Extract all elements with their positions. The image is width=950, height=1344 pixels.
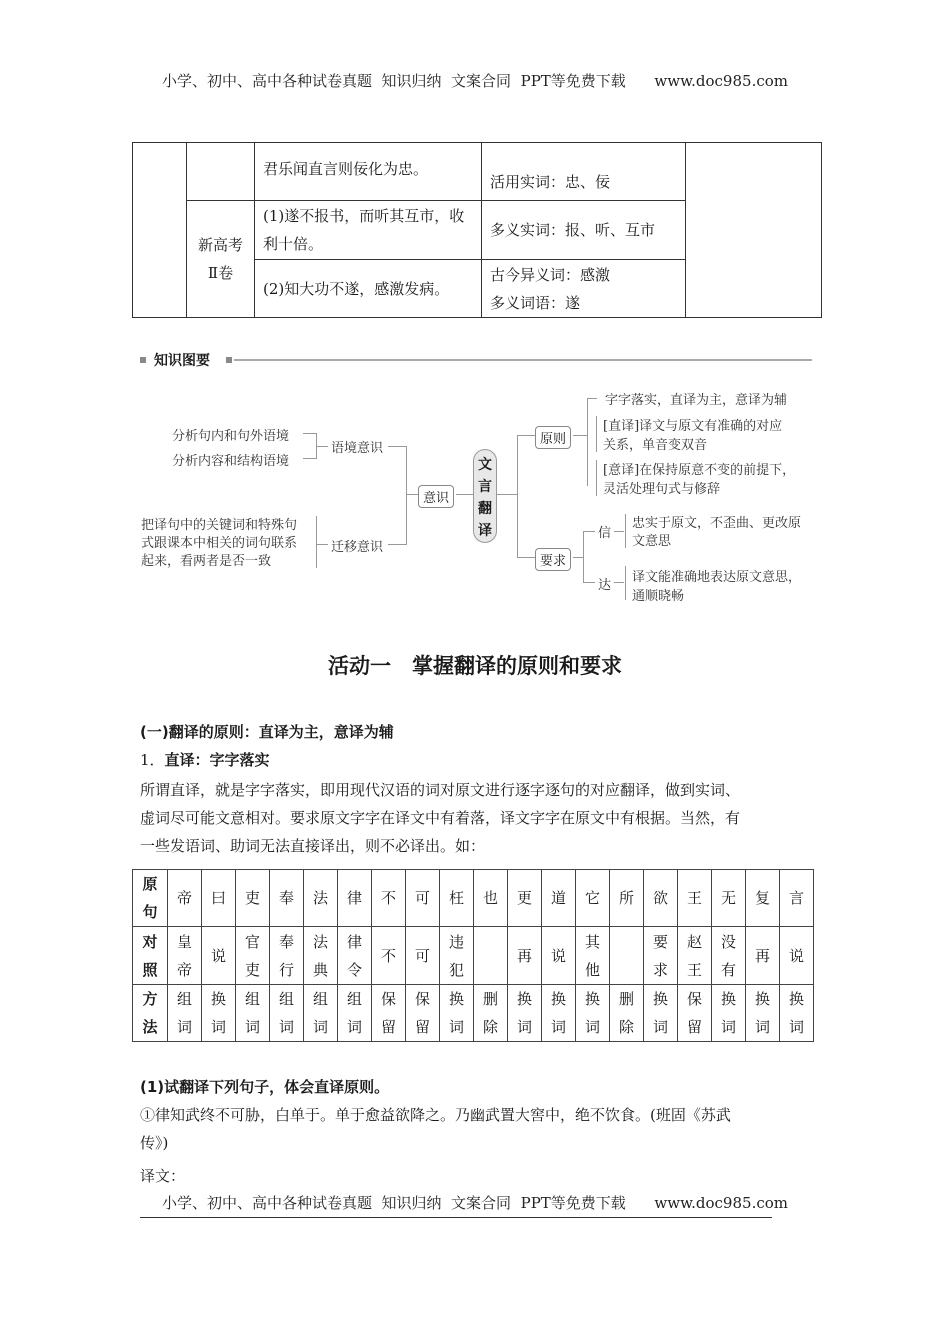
sentence-cell: (1)遂不报书，而听其互市，收利十倍。	[255, 201, 482, 260]
exam-table	[132, 142, 822, 318]
original-char: 道	[542, 870, 576, 927]
header-banner: 小学、初中、高中各种试卷真题 知识归纳 文案合同 PPT等免费下载 www.doc985.com	[161, 72, 788, 90]
mapped-word	[474, 927, 508, 985]
method-cell: 换 词	[542, 985, 576, 1042]
mapped-word	[610, 927, 644, 985]
table-cell-empty	[686, 143, 822, 318]
original-char: 它	[576, 870, 610, 927]
method-cell: 换 词	[780, 985, 814, 1042]
answer-line: 译文：	[140, 1162, 815, 1218]
mapped-word: 律 令	[338, 927, 372, 985]
exam-group-label	[187, 201, 255, 318]
original-char: 欲	[644, 870, 678, 927]
square-bullet-icon	[140, 357, 146, 363]
sentence-cell: 君乐闻直言则佞化为忠。	[255, 143, 482, 201]
method-cell: 换 词	[576, 985, 610, 1042]
sentence-cell: (2)知大功不遂，感激发病。	[255, 260, 482, 318]
mm-leaf: [直译]译文与原文有准确的对应	[603, 419, 783, 434]
method-cell: 换 词	[508, 985, 542, 1042]
knowledge-map-heading	[140, 350, 812, 370]
original-char: 不	[372, 870, 406, 927]
mm-node-principle: 原则	[535, 426, 571, 449]
original-char: 律	[338, 870, 372, 927]
original-char: 可	[406, 870, 440, 927]
original-char: 更	[508, 870, 542, 927]
original-char: 曰	[202, 870, 236, 927]
note-cell	[482, 260, 686, 318]
note-line: 多义词语：遂	[490, 293, 581, 312]
divider	[234, 359, 812, 361]
method-cell: 组 词	[270, 985, 304, 1042]
row-header: 对 照	[133, 927, 168, 985]
mm-leaf: 关系，单音变双音	[603, 438, 708, 453]
original-char: 法	[304, 870, 338, 927]
mapped-word: 没 有	[712, 927, 746, 985]
mm-leaf: 起来，看两者是否一致	[141, 554, 272, 569]
original-char: 也	[474, 870, 508, 927]
note-cell: 活用实词：忠、佞	[482, 143, 686, 201]
table-cell-empty	[133, 143, 187, 318]
method-cell: 换 词	[644, 985, 678, 1042]
table-row	[133, 870, 814, 927]
mm-sub-label: 信	[598, 526, 612, 541]
mapped-word: 说	[542, 927, 576, 985]
mm-leaf: 字字落实，直译为主，意译为辅	[605, 393, 788, 408]
mm-branch-label: 迁移意识	[331, 540, 384, 555]
original-char: 言	[780, 870, 814, 927]
mm-sub-label: 达	[598, 578, 612, 593]
table-row	[133, 927, 814, 985]
mapped-word: 说	[202, 927, 236, 985]
method-cell: 换 词	[202, 985, 236, 1042]
mm-leaf: 译文能准确地表达原文意思，	[632, 570, 802, 585]
group-label-line: 新高考	[197, 236, 243, 254]
method-cell: 换 词	[712, 985, 746, 1042]
mapped-word: 法 典	[304, 927, 338, 985]
mapped-word: 其 他	[576, 927, 610, 985]
mapped-word: 说	[780, 927, 814, 985]
mapped-word: 可	[406, 927, 440, 985]
mm-leaf: 忠实于原文，不歪曲、更改原	[632, 516, 802, 531]
table-cell-empty	[187, 143, 255, 201]
exercise-heading: (1)试翻译下列句子，体会直译原则。	[140, 1078, 390, 1096]
mapped-word: 皇 帝	[168, 927, 202, 985]
mapped-word: 再	[508, 927, 542, 985]
method-cell: 换 词	[746, 985, 780, 1042]
heading-text: 知识图要	[154, 353, 210, 369]
mm-node-requirement: 要求	[535, 548, 571, 571]
mm-leaf: 分析内容和结构语境	[172, 454, 290, 469]
mapped-word: 要 求	[644, 927, 678, 985]
original-char: 所	[610, 870, 644, 927]
mm-leaf: 式跟课本中相关的词句联系	[141, 536, 298, 551]
mapped-word: 不	[372, 927, 406, 985]
method-cell: 组 词	[304, 985, 338, 1042]
mm-leaf: 灵活处理句式与修辞	[603, 482, 721, 497]
mm-leaf: 把译句中的关键词和特殊句	[141, 518, 298, 533]
subsection-heading: 1．直译：字字落实	[140, 751, 270, 769]
method-cell: 保 留	[372, 985, 406, 1042]
table-row	[133, 985, 814, 1042]
original-char: 复	[746, 870, 780, 927]
method-cell: 删 除	[474, 985, 508, 1042]
original-char: 帝	[168, 870, 202, 927]
mapped-word: 违 犯	[440, 927, 474, 985]
method-cell: 组 词	[338, 985, 372, 1042]
method-cell: 组 词	[168, 985, 202, 1042]
row-header: 方 法	[133, 985, 168, 1042]
method-cell: 删 除	[610, 985, 644, 1042]
method-cell: 组 词	[236, 985, 270, 1042]
original-char: 吏	[236, 870, 270, 927]
mapped-word: 官 吏	[236, 927, 270, 985]
method-cell: 换 词	[440, 985, 474, 1042]
method-cell: 保 留	[406, 985, 440, 1042]
original-char: 奉	[270, 870, 304, 927]
mm-leaf: 文意思	[632, 534, 672, 549]
square-bullet-icon	[226, 357, 232, 363]
group-label-line: Ⅱ卷	[207, 264, 234, 282]
row-header: 原 句	[133, 870, 168, 927]
body-paragraph: 所谓直译，就是字字落实，即用现代汉语的词对原文进行逐字逐句的对应翻译，做到实词、 虚词尽可能文意相对。要求原文字字在译文中有着落，译文字字在原文中有根据。当然，有 一些发语词、助词无法直接译出，则不必译出。如：	[140, 781, 741, 855]
mapped-word: 再	[746, 927, 780, 985]
mm-leaf: 通顺晓畅	[632, 589, 685, 604]
mm-core-node: 文 言 翻 译	[473, 449, 497, 543]
mapped-word: 赵 王	[678, 927, 712, 985]
word-comparison-table	[132, 869, 814, 1042]
note-line: 古今异义词：感激	[490, 265, 611, 284]
original-char: 无	[712, 870, 746, 927]
method-cell: 保 留	[678, 985, 712, 1042]
footer-banner: 小学、初中、高中各种试卷真题 知识归纳 文案合同 PPT等免费下载 www.doc985.com	[161, 1194, 788, 1212]
original-char: 王	[678, 870, 712, 927]
mm-branch-label: 语境意识	[331, 441, 384, 456]
note-cell: 多义实词：报、听、互市	[482, 201, 686, 260]
section-heading: (一)翻译的原则：直译为主，意译为辅	[140, 723, 394, 741]
exercise-item: ①律知武终不可胁，白单于。单于愈益欲降之。乃幽武置大窖中，绝不饮食。(班固《苏武 传》)	[140, 1106, 731, 1152]
mm-leaf: [意译]在保持原意不变的前提下，	[603, 463, 796, 478]
mm-leaf: 分析句内和句外语境	[172, 429, 290, 444]
original-char: 枉	[440, 870, 474, 927]
mapped-word: 奉 行	[270, 927, 304, 985]
activity-title: 活动一 掌握翻译的原则和要求	[328, 654, 622, 678]
mm-node-awareness: 意识	[418, 485, 454, 508]
